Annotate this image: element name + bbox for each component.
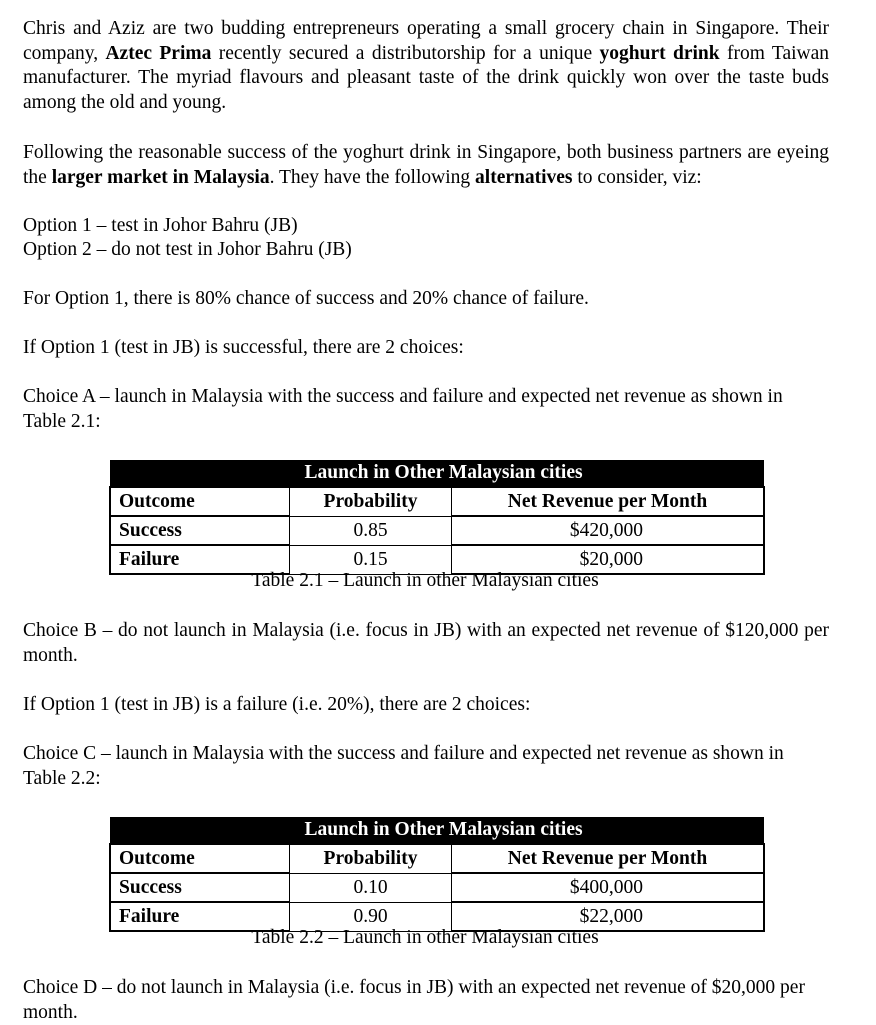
- product-name: yoghurt drink: [599, 42, 720, 64]
- table1-col-outcome: Outcome: [110, 487, 290, 516]
- table2-row1-probability: 0.10: [290, 873, 452, 902]
- if-failure-text: If Option 1 (test in JB) is a failure (i.e. 20%), there are 2 choices:: [23, 694, 531, 715]
- intro-text-3: from Taiwan manufacturer. The myriad flavours and pleasant taste of the drink quickly won over the taste buds among the old and young.: [23, 42, 830, 113]
- table2-header: Launch in Other Malaysian cities: [290, 817, 765, 844]
- table2-col-probability: Probability: [290, 844, 452, 873]
- table-2-2: [109, 817, 765, 932]
- choice-d: Choice D – do not launch in Malaysia (i.e. focus in JB) with an expected net revenue of $20,000 per month.: [23, 977, 805, 1023]
- table1-row1-outcome: Success: [110, 516, 290, 545]
- table1-header: Launch in Other Malaysian cities: [290, 460, 765, 487]
- table1-caption-text: Table 2.1 – Launch in other Malaysian cities: [251, 570, 599, 591]
- table1-col-probability: Probability: [290, 487, 452, 516]
- table2-col-revenue: Net Revenue per Month: [452, 844, 765, 873]
- table1-col-revenue: Net Revenue per Month: [452, 487, 765, 516]
- option1-chance: For Option 1, there is 80% chance of success and 20% chance of failure.: [23, 288, 589, 309]
- table2-row1-revenue: $400,000: [452, 873, 765, 902]
- market-phrase: larger market in Malaysia: [51, 166, 270, 188]
- table2-caption: [0, 926, 876, 951]
- intro-paragraph: [23, 17, 829, 115]
- choice-c: Choice C – launch in Malaysia with the success and failure and expected net revenue as shown in Table 2.2:: [23, 743, 784, 789]
- table2-row2-outcome: Failure: [110, 902, 290, 931]
- table1-row2-revenue: $20,000: [452, 545, 765, 574]
- choice-b: Choice B – do not launch in Malaysia (i.e. focus in JB) with an expected net revenue of $120,000 per month.: [23, 620, 829, 666]
- company-name: Aztec Prima: [105, 42, 212, 64]
- table-row: [110, 516, 764, 545]
- alternatives-word: alternatives: [475, 166, 573, 188]
- market-paragraph: [23, 141, 829, 190]
- table2-col-outcome: Outcome: [110, 844, 290, 873]
- intro-text-1: Chris and Aziz are two budding entrepreneurs operating a small grocery chain in Singapore. Their company,: [23, 18, 829, 64]
- table2-row1-outcome: Success: [110, 873, 290, 902]
- table1-row1-revenue: $420,000: [452, 516, 765, 545]
- table-row: [110, 873, 764, 902]
- table1-row2-outcome: Failure: [110, 545, 290, 574]
- table1-row2-probability: 0.15: [290, 545, 452, 574]
- table1-row1-probability: 0.85: [290, 516, 452, 545]
- para2-text-3: to consider, viz:: [572, 166, 702, 188]
- table2-caption-text: Table 2.2 – Launch in other Malaysian cities: [251, 927, 599, 948]
- intro-text-2: recently secured a distributorship for a unique: [211, 42, 600, 64]
- option-1: Option 1 – test in Johor Bahru (JB): [23, 215, 298, 236]
- if-success-text: If Option 1 (test in JB) is successful, there are 2 choices:: [23, 337, 464, 358]
- table2-row2-revenue: $22,000: [452, 902, 765, 931]
- choice-a: Choice A – launch in Malaysia with the success and failure and expected net revenue as shown in Table 2.1:: [23, 386, 783, 432]
- table1-caption: [0, 569, 876, 594]
- option-2: Option 2 – do not test in Johor Bahru (JB): [23, 239, 352, 260]
- para2-text-2: . They have the following: [269, 166, 476, 188]
- table2-row2-probability: 0.90: [290, 902, 452, 931]
- para2-text-1: Following the reasonable success of the yoghurt drink in Singapore, both business partners are eyeing the: [23, 142, 829, 188]
- table-2-1: [109, 460, 765, 575]
